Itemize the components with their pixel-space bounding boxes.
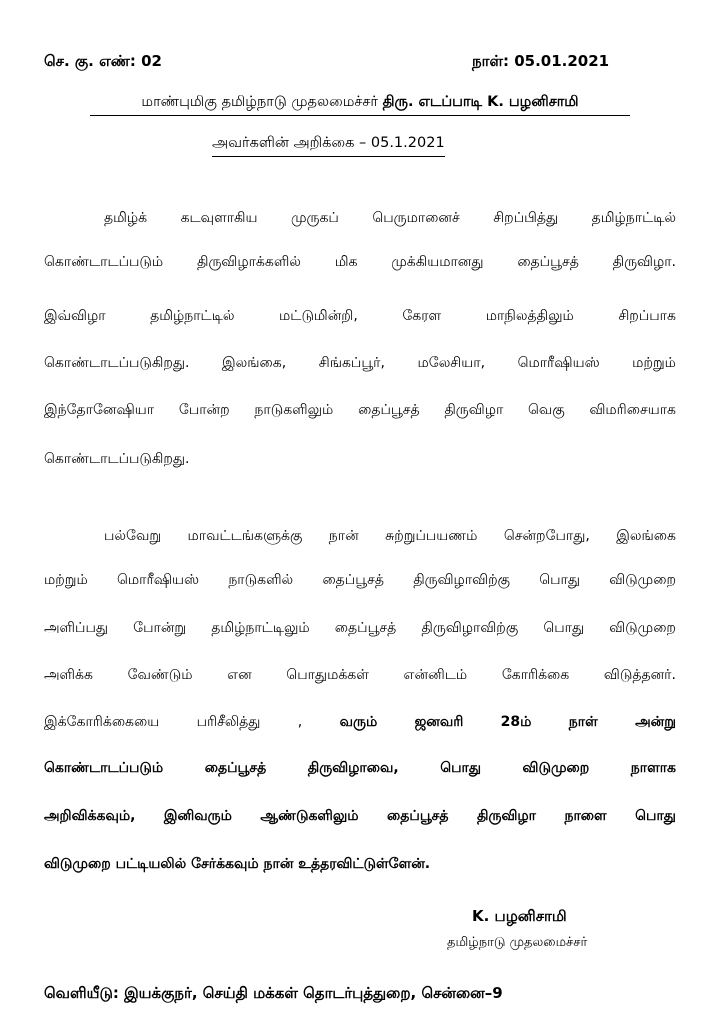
word: இனிவரும்	[163, 808, 232, 824]
word: தைப்பூசத்	[387, 808, 449, 824]
word: போன்று	[133, 620, 187, 636]
word: திருவிழா	[444, 402, 504, 418]
word: என்னிடம்	[403, 667, 468, 683]
word: தமிழ்நாட்டில்	[150, 308, 235, 324]
word: கோரிக்கை	[501, 667, 570, 683]
word: அன்று	[635, 714, 676, 730]
para2-line-1	[104, 528, 676, 546]
word: திருவிழாவை,	[307, 760, 399, 776]
word: மற்றும்	[632, 355, 676, 371]
word: இலங்கை	[616, 528, 676, 544]
word: திருவிழா	[477, 808, 536, 824]
para1-line-2	[44, 254, 676, 272]
word: தைப்பூசத்	[517, 254, 579, 270]
word: நாளாக	[630, 760, 676, 776]
release-footer: வெளியீடு: இயக்குநர், செய்தி மக்கள் தொடர்புத்துறை, சென்னை–9	[44, 984, 503, 1002]
word: பொதுமக்கள்	[286, 667, 369, 683]
word: இக்கோரிக்கையை	[44, 714, 160, 730]
para2-line-8: விடுமுறை பட்டியலில் சேர்க்கவும் நான் உத்தரவிட்டுள்ளேன்.	[44, 856, 431, 872]
word: திருவிழாக்களில்	[196, 254, 301, 270]
press-release-number: செ. கு. எண்: 02	[44, 52, 162, 70]
word: பொது	[539, 572, 580, 588]
word: தைப்பூசத்	[334, 620, 397, 636]
word: பல்வேறு	[104, 528, 162, 544]
title-prefix: மாண்புமிகு தமிழ்நாடு முதலமைச்சர்	[141, 94, 383, 110]
word: ஆண்டுகளிலும்	[260, 808, 359, 824]
word: நாளை	[564, 808, 607, 824]
word: சிறப்பித்து	[493, 210, 559, 226]
word: சென்றபோது,	[503, 528, 590, 544]
word: சிங்கப்பூர்,	[318, 355, 385, 371]
word: அறிவிக்கவும்,	[44, 808, 136, 824]
para1-line-1	[104, 210, 676, 228]
para2-line-6	[44, 760, 676, 778]
word: பொது	[635, 808, 676, 824]
word: தமிழ்நாட்டிலும்	[211, 620, 310, 636]
word: கடவுளாகிய	[180, 210, 258, 226]
word: மட்டுமின்றி,	[279, 308, 358, 324]
para1-line-3	[44, 308, 676, 326]
word: திருவிழாவிற்கு	[421, 620, 519, 636]
word: நான்	[328, 528, 359, 544]
word: இந்தோனேஷியா	[44, 402, 155, 418]
word: வரும்	[339, 714, 378, 730]
word: சுற்றுப்பயணம்	[385, 528, 478, 544]
para1-line-6: கொண்டாடப்படுகிறது.	[44, 451, 190, 467]
word: விடுமுறை	[609, 572, 676, 588]
release-date: நாள்: 05.01.2021	[472, 52, 610, 70]
signatory-name: K. பழனிசாமி	[472, 907, 567, 925]
word: மாவட்டங்களுக்கு	[187, 528, 303, 544]
word: போன்ற	[178, 402, 230, 418]
chief-minister-name: திரு. எடப்பாடி K. பழனிசாமி	[382, 94, 579, 110]
para2-line-2	[44, 572, 676, 590]
word: இலங்கை,	[222, 355, 287, 371]
word: பரிசீலித்து	[196, 714, 261, 730]
word: நாடுகளிலும்	[254, 402, 334, 418]
title-line-2: அவர்களின் அறிக்கை – 05.1.2021	[212, 135, 445, 157]
para2-line-5	[44, 714, 676, 732]
word: பெருமானைச்	[372, 210, 460, 226]
word: விமரிசையாக	[589, 402, 676, 418]
para1-line-4	[44, 355, 676, 373]
word: தைப்பூசத்	[204, 760, 267, 776]
word: விடுமுறை	[609, 620, 676, 636]
word: சிறப்பாக	[618, 308, 676, 324]
para2-line-7	[44, 808, 676, 826]
word: இவ்விழா	[44, 308, 106, 324]
word: என	[227, 667, 252, 683]
word: திருவிழா.	[612, 254, 676, 270]
word: கேரள	[402, 308, 442, 324]
word: மொரீஷியஸ்	[117, 572, 200, 588]
word: தமிழ்நாட்டில்	[591, 210, 676, 226]
word: தமிழ்க்	[104, 210, 148, 226]
word: ஜனவரி	[414, 714, 464, 730]
word: பொது	[440, 760, 481, 776]
word: அளிப்பது	[44, 620, 109, 636]
signatory-designation: தமிழ்நாடு முதலமைச்சர்	[447, 935, 588, 950]
para2-line-3	[44, 620, 676, 638]
word: மிக	[334, 254, 358, 270]
word: கொண்டாடப்படுகிறது.	[44, 355, 190, 371]
title-line-1	[90, 94, 630, 116]
word: தைப்பூசத்	[322, 572, 384, 588]
word: 28ம்	[500, 714, 532, 730]
word: தைப்பூசத்	[358, 402, 420, 418]
word: மொரீஷியஸ்	[517, 355, 600, 371]
word: மாநிலத்திலும்	[485, 308, 574, 324]
word: அளிக்க	[44, 667, 93, 683]
word: கொண்டாடப்படும்	[44, 760, 164, 776]
word: விடுத்தனர்.	[603, 667, 676, 683]
word: மற்றும்	[44, 572, 88, 588]
word: மலேசியா,	[417, 355, 486, 371]
word: முக்கியமானது	[391, 254, 484, 270]
word: விடுமுறை	[522, 760, 590, 776]
word: பொது	[543, 620, 585, 636]
word: திருவிழாவிற்கு	[413, 572, 510, 588]
word: ,	[297, 714, 303, 730]
word: கொண்டாடப்படும்	[44, 254, 164, 270]
para2-line-4	[44, 667, 676, 685]
word: முருகப்	[290, 210, 339, 226]
word: நாடுகளில்	[228, 572, 294, 588]
word: வெகு	[528, 402, 565, 418]
word: வேண்டும்	[127, 667, 193, 683]
word: நாள்	[568, 714, 598, 730]
para1-line-5	[44, 402, 676, 420]
